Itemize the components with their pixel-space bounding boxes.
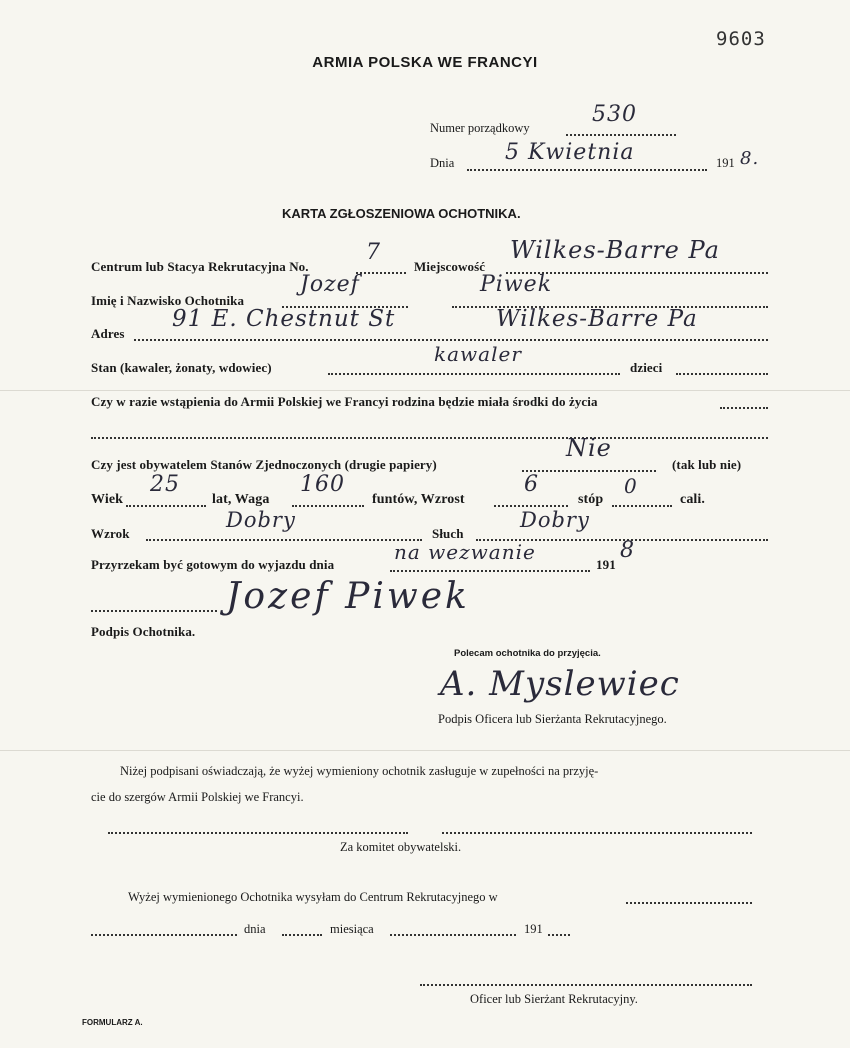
ft-label: stóp (578, 492, 604, 507)
dispatch-line-1: Wyżej wymienionego Ochotnika wysyłam do Centrum Rekrutacyjnego w (128, 890, 498, 904)
weight-value: 160 (300, 472, 345, 497)
place-value: Wilkes-Barre Pa (510, 236, 720, 264)
numer-label: Numer porządkowy (430, 121, 530, 135)
wiek-line (126, 505, 206, 507)
form-id-label: FORMULARZ A. (82, 1018, 143, 1027)
officer-signature-label: Podpis Oficera lub Sierżanta Rekrutacyjnego. (438, 712, 667, 726)
dispatch-year-line (548, 934, 570, 936)
wiek-value: 25 (150, 472, 180, 497)
przyrzekam-line (390, 570, 590, 572)
document-header: ARMIA POLSKA WE FRANCYI (312, 54, 538, 71)
signature-line (91, 610, 217, 612)
dnia-value: 5 Kwietnia (505, 140, 635, 165)
stan-value: kawaler (434, 342, 522, 366)
centrum-label: Centrum lub Stacya Rekrutacyjna No. (91, 259, 309, 274)
numer-value: 530 (592, 102, 637, 127)
przyrzekam-year-prefix: 191 (596, 557, 616, 572)
first-name-value: Jozef (300, 272, 360, 297)
volunteer-signature-label: Podpis Ochotnika. (91, 624, 196, 639)
rodzina-question: Czy w razie wstąpienia do Armii Polskiej we Francyi rodzina będzie miała środki do życia (91, 394, 598, 409)
obywatel-line (522, 470, 656, 472)
centrum-value: 7 (366, 240, 381, 265)
imie-label: Imię i Nazwisko Ochotnika (91, 293, 245, 308)
height-in-line (612, 505, 672, 507)
stan-line (328, 373, 620, 375)
numer-line (566, 134, 676, 136)
height-ft-line (494, 505, 568, 507)
dispatch-year-label: 191 (524, 922, 543, 936)
children-line (676, 373, 768, 375)
obywatel-hint: (tak lub nie) (672, 457, 742, 472)
obywatel-question: Czy jest obywatelem Stanów Zjednoczonych (drugie papiery) (91, 457, 437, 472)
dispatch-center-line (626, 902, 752, 904)
rodzina-line (720, 407, 768, 409)
committee-label: Za komitet obywatelski. (340, 840, 462, 854)
height-in-value: 0 (624, 474, 638, 498)
volunteer-signature: Jozef Piwek (226, 576, 470, 617)
committee-line-1 (108, 832, 408, 834)
dnia-year-prefix: 191 (716, 156, 735, 170)
wzrok-label: Wzrok (91, 526, 130, 541)
sluch-value: Dobry (520, 508, 590, 532)
height-ft-value: 6 (524, 472, 539, 497)
wzrok-value: Dobry (226, 508, 296, 532)
form-title: KARTA ZGŁOSZENIOWA OCHOTNIKA. (282, 206, 521, 221)
wiek-label: Wiek (91, 492, 124, 507)
stan-label: Stan (kawaler, żonaty, wdowiec) (91, 360, 272, 375)
obywatel-value: Nie (566, 434, 612, 462)
street-value: 91 E. Chestnut St (172, 306, 396, 332)
last-name-value: Piwek (480, 272, 553, 297)
dnia-label: Dnia (430, 156, 455, 170)
weight-unit-label: funtów, Wzrost (372, 492, 465, 507)
centrum-line (356, 272, 406, 274)
lat-waga-label: lat, Waga (212, 492, 270, 507)
children-label: dzieci (630, 360, 663, 375)
city-value: Wilkes-Barre Pa (496, 306, 698, 332)
przyrzekam-year-suffix: 8 (620, 538, 635, 563)
przyrzekam-value: na wezwanie (394, 540, 536, 564)
dispatch-day-line (282, 934, 322, 936)
fold-line (0, 750, 850, 751)
officer-signature: A. Myslewiec (440, 664, 680, 704)
dispatch-blank-line (91, 934, 237, 936)
dispatch-dnia-label: dnia (244, 922, 266, 936)
declaration-line-1: Niżej podpisani oświadczają, że wyżej wymieniony ochotnik zasługuje w zupełności na przyję- (120, 764, 599, 778)
dispatch-miesiaca-label: miesiąca (330, 922, 374, 936)
officer-line (420, 984, 752, 986)
weight-line (292, 505, 364, 507)
document-number: 9603 (716, 28, 766, 50)
wzrok-line (146, 539, 422, 541)
dispatch-month-line (390, 934, 516, 936)
adres-line (134, 339, 768, 341)
sluch-label: Słuch (432, 526, 464, 541)
committee-line-2 (442, 832, 752, 834)
declaration-line-2: cie do szergów Armii Polskiej we Francyi. (91, 790, 304, 804)
dnia-year-suffix: 8. (740, 148, 760, 169)
fold-line (0, 390, 850, 391)
in-label: cali. (680, 492, 705, 507)
officer-label: Oficer lub Sierżant Rekrutacyjny. (470, 992, 638, 1006)
przyrzekam-label: Przyrzekam być gotowym do wyjazdu dnia (91, 557, 335, 572)
dnia-line (467, 169, 707, 171)
recommend-text: Polecam ochotnika do przyjęcia. (454, 648, 601, 659)
adres-label: Adres (91, 326, 125, 341)
place-label: Miejscowość (414, 259, 486, 274)
rodzina-line-2 (91, 437, 768, 439)
